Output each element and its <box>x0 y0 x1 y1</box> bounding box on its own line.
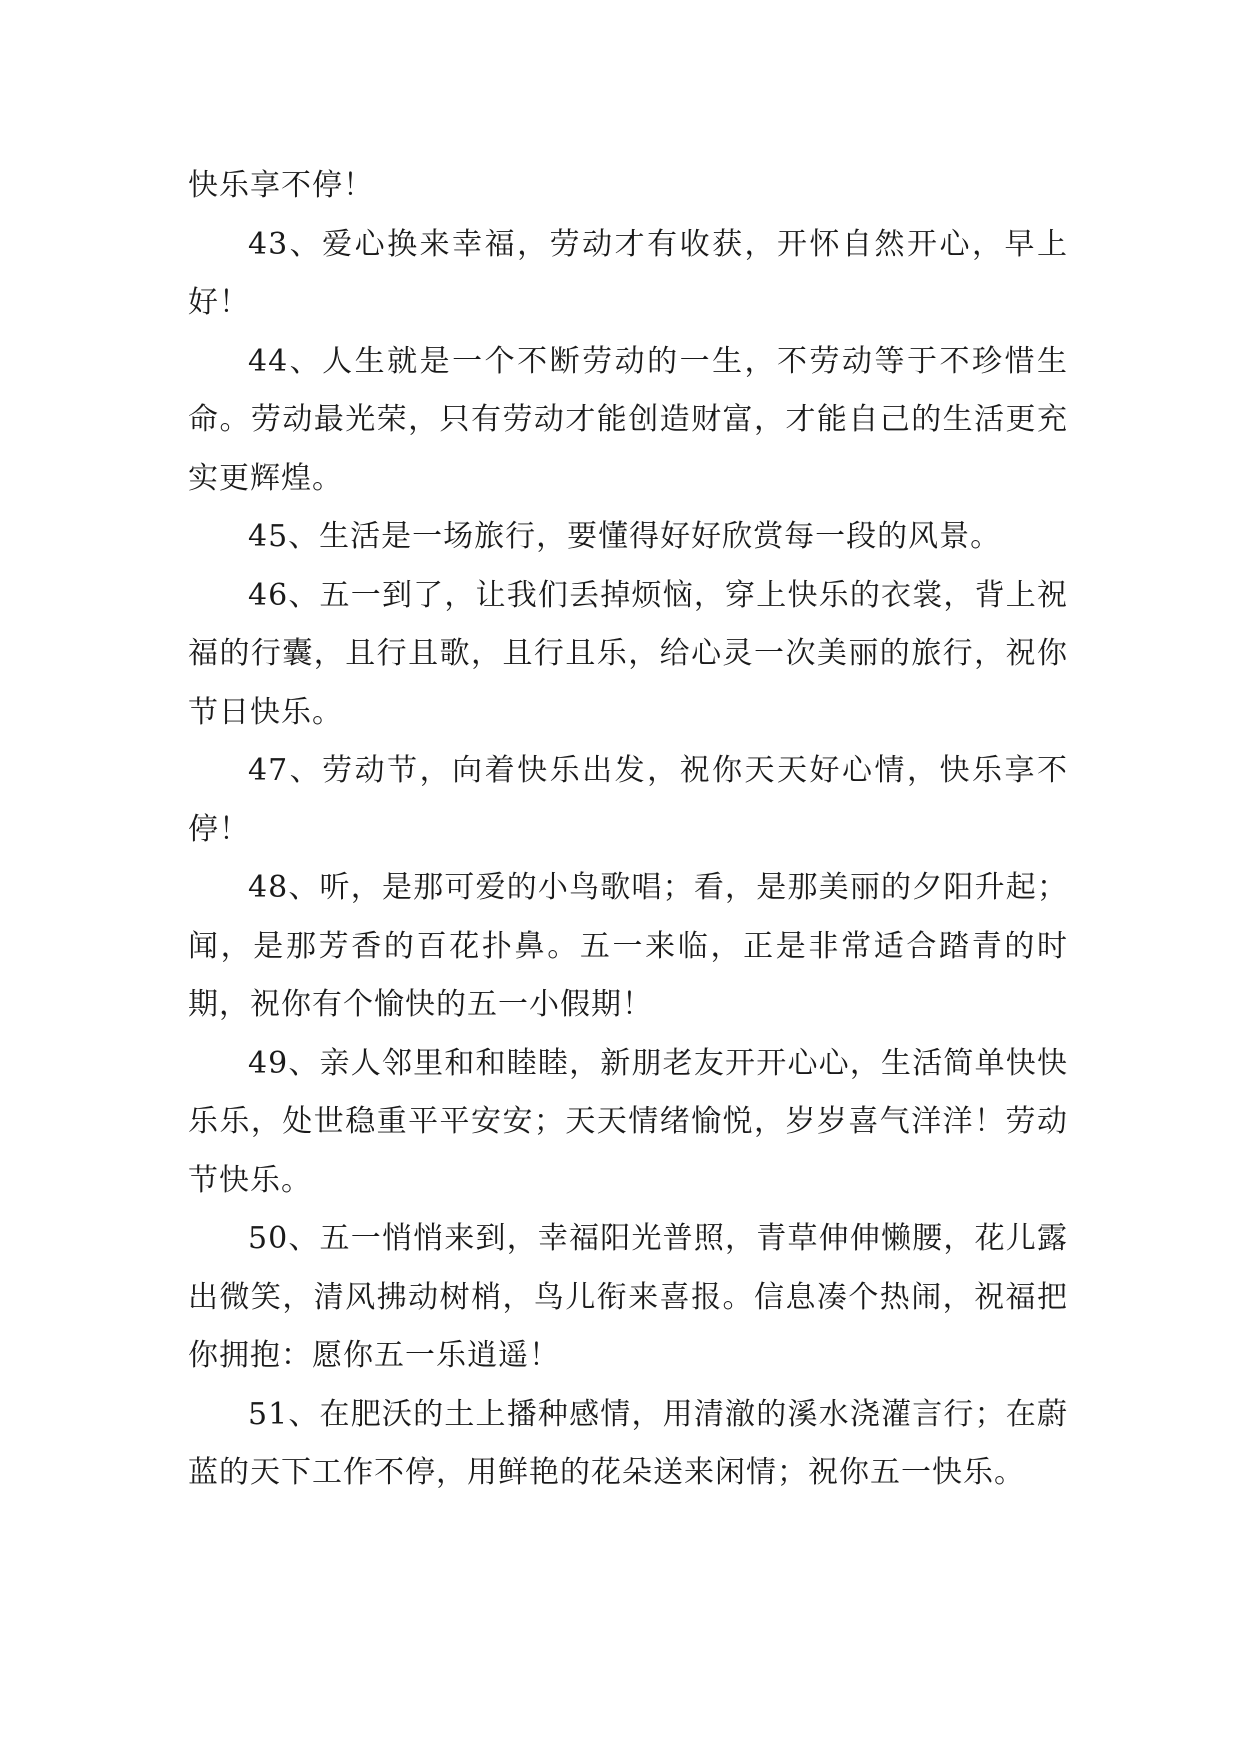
paragraph-50: 50、五一悄悄来到，幸福阳光普照，青草伸伸懒腰，花儿露出微笑，清风拂动树梢，鸟儿衔来喜报。信息凑个热闹，祝福把你拥抱：愿你五一乐逍遥！ <box>188 1221 1068 1373</box>
paragraph-45: 45、生活是一场旅行，要懂得好好欣赏每一段的风景。 <box>248 519 1002 554</box>
paragraph-continuation: 快乐享不停！ <box>188 168 374 203</box>
paragraph-43: 43、爱心换来幸福，劳动才有收获，开怀自然开心，早上好！ <box>188 226 1068 320</box>
paragraph-47: 47、劳动节，向着快乐出发，祝你天天好心情，快乐享不停！ <box>188 753 1068 847</box>
paragraph-48: 48、听，是那可爱的小鸟歌唱；看，是那美丽的夕阳升起；闻，是那芳香的百花扑鼻。五一来临，正是非常适合踏青的时期，祝你有个愉快的五一小假期！ <box>188 870 1068 1022</box>
document-body <box>188 157 1068 1503</box>
paragraph-51: 51、在肥沃的土上播种感情，用清澈的溪水浇灌言行；在蔚蓝的天下工作不停，用鲜艳的花朵送来闲情；祝你五一快乐。 <box>188 1396 1068 1490</box>
paragraph-46: 46、五一到了，让我们丢掉烦恼，穿上快乐的衣裳，背上祝福的行囊，且行且歌，且行且乐，给心灵一次美丽的旅行，祝你节日快乐。 <box>188 577 1068 730</box>
paragraph-49: 49、亲人邻里和和睦睦，新朋老友开开心心，生活简单快快乐乐，处世稳重平平安安；天天情绪愉悦，岁岁喜气洋洋！劳动节快乐。 <box>188 1045 1068 1198</box>
paragraph-44: 44、人生就是一个不断劳动的一生，不劳动等于不珍惜生命。劳动最光荣，只有劳动才能创造财富，才能自己的生活更充实更辉煌。 <box>188 343 1068 496</box>
